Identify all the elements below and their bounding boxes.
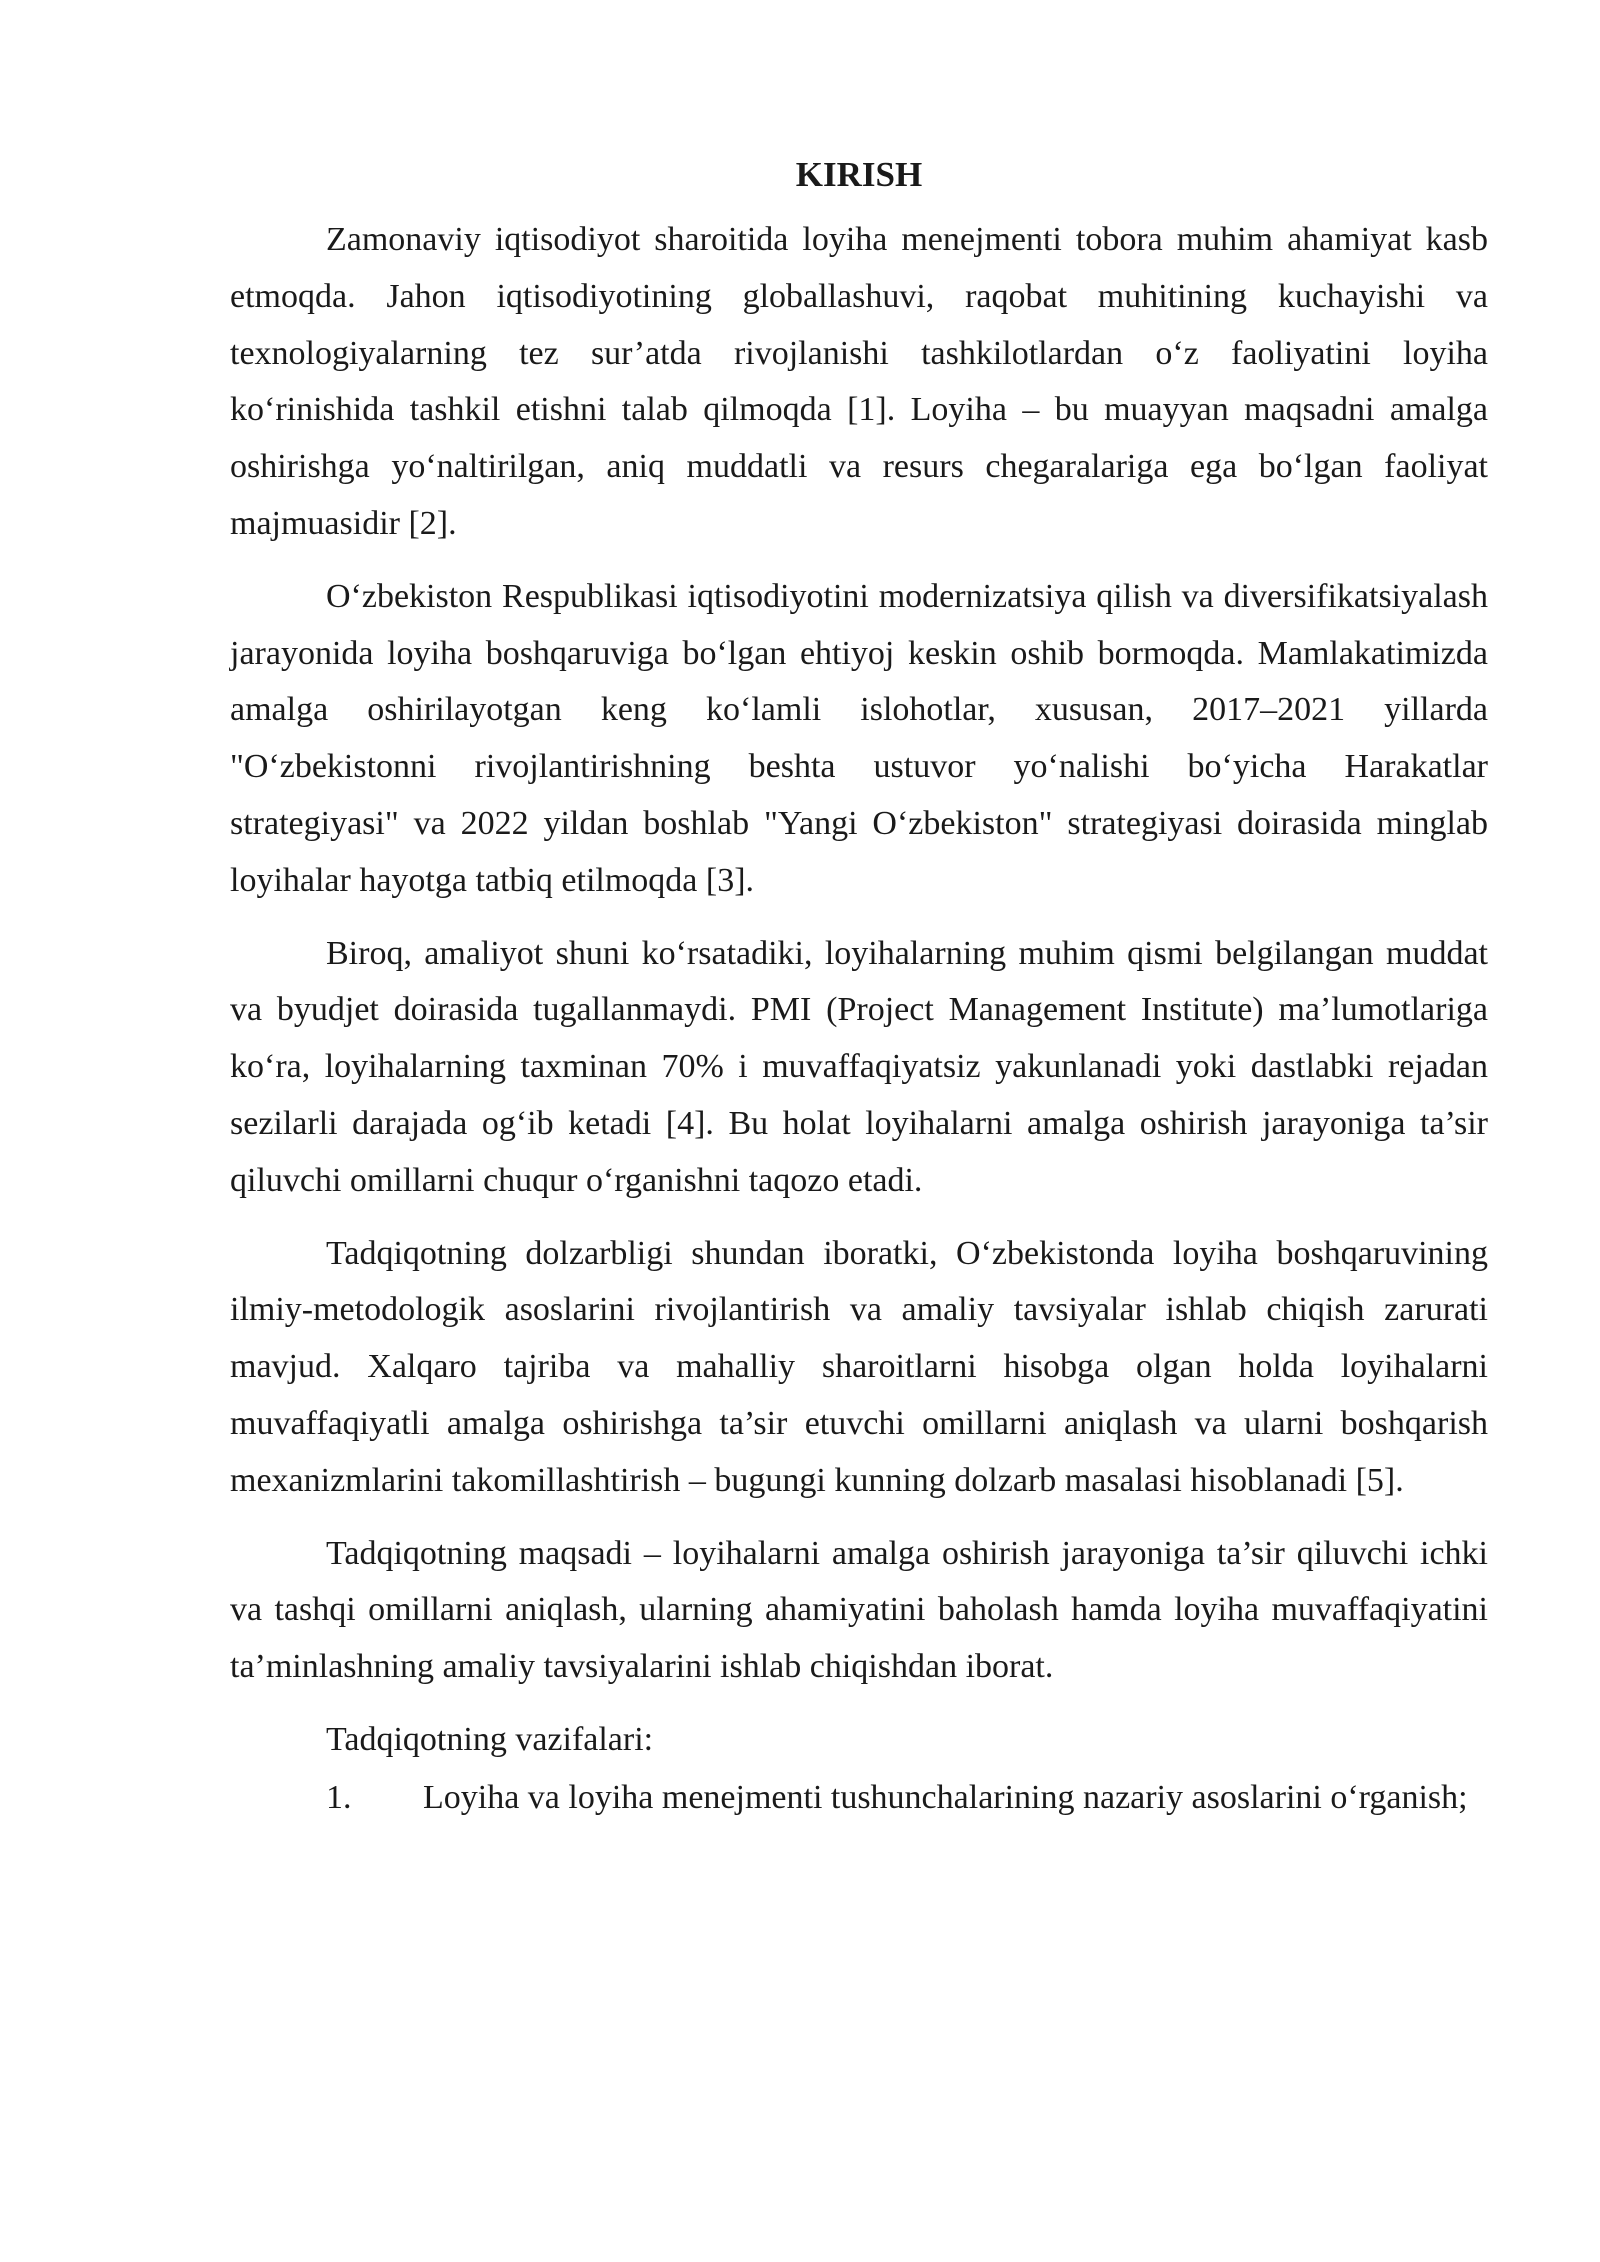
paragraph-3: Biroq, amaliyot shuni ko‘rsatadiki, loyihalarning muhim qismi belgilangan muddat va byudjet doirasida tugallanmaydi. PMI (Project Management Institute) ma’lumotlariga ko‘ra, loyihalarning taxminan 70% i muvaffaqiyatsiz yakunlanadi yoki dastlabki rejadan sezilarli darajada og‘ib ketadi [4]. Bu holat loyihalarni amalga oshirish jarayoniga ta’sir qiluvchi omillarni chuqur o‘rganishni taqozo etadi.: [230, 934, 1488, 1199]
page-title: KIRISH: [795, 155, 923, 194]
list-item-text: Loyiha va loyiha menejmenti tushunchalarining nazariy asoslarini o‘rganish;: [423, 1778, 1468, 1816]
list-item-number: 1.: [326, 1778, 352, 1816]
tasks-heading: Tadqiqotning vazifalari:: [326, 1720, 654, 1758]
paragraph-2: O‘zbekiston Respublikasi iqtisodiyotini modernizatsiya qilish va diversifikatsiyalash jarayonida loyiha boshqaruviga bo‘lgan ehtiyoj keskin oshib bormoqda. Mamlakatimizda amalga oshirilayotgan keng ko‘lamli islohotlar, xususan, 2017–2021 yillarda "O‘zbekistonni rivojlantirishning beshta ustuvor yo‘nalishi bo‘yicha Harakatlar strategiyasi" va 2022 yildan boshlab "Yangi O‘zbekiston" strategiyasi doirasida minglab loyihalar hayotga tatbiq etilmoqda [3].: [230, 577, 1488, 899]
paragraph-5: Tadqiqotning maqsadi – loyihalarni amalga oshirish jarayoniga ta’sir qiluvchi ichki va tashqi omillarni aniqlash, ularning ahamiyatini baholash hamda loyiha muvaffaqiyatini ta’minlashning amaliy tavsiyalarini ishlab chiqishdan iborat.: [230, 1534, 1488, 1686]
paragraph-1: Zamonaviy iqtisodiyot sharoitida loyiha menejmenti tobora muhim ahamiyat kasb etmoqda. Jahon iqtisodiyotining globallashuvi, raqobat muhitining kuchayishi va texnologiyalarning tez sur’atda rivojlanishi tashkilotlardan o‘z faoliyatini loyiha ko‘rinishida tashkil etishni talab qilmoqda [1]. Loyiha – bu muayyan maqsadni amalga oshirishga yo‘naltirilgan, aniq muddatli va resurs chegaralariga ega bo‘lgan faoliyat majmuasidir [2].: [230, 221, 1488, 542]
list-item: [326, 1773, 1488, 1823]
document-body: [230, 150, 1488, 1823]
paragraph-4: Tadqiqotning dolzarbligi shundan iboratki, O‘zbekistonda loyiha boshqaruvining ilmiy-metodologik asoslarini rivojlantirish va amaliy tavsiyalar ishlab chiqish zarurati mavjud. Xalqaro tajriba va mahalliy sharoitlarni hisobga olgan holda loyihalarni muvaffaqiyatli amalga oshirishga ta’sir etuvchi omillarni aniqlash va ularni boshqarish mexanizmlarini takomillashtirish – bugungi kunning dolzarb masalasi hisoblanadi [5].: [230, 1234, 1488, 1499]
